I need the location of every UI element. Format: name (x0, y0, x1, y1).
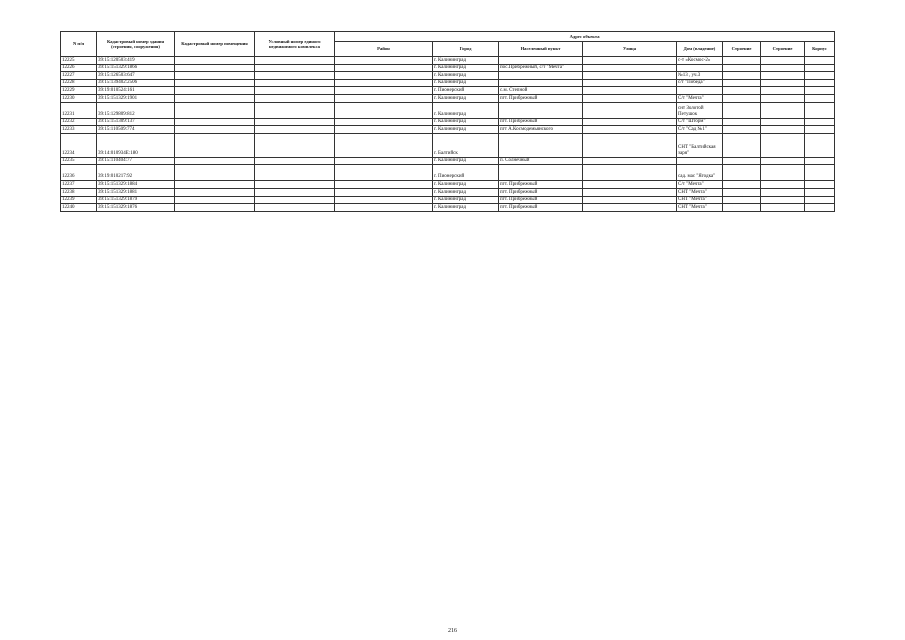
cell-premises-cadastral (175, 157, 255, 165)
table-row (61, 57, 835, 65)
cell-building (761, 102, 805, 118)
cell-settlement (499, 72, 583, 80)
cell-city: г. Калининград (433, 94, 499, 102)
table-body (61, 57, 835, 212)
cell-street (583, 79, 677, 87)
cell-building (761, 165, 805, 181)
table-row (61, 126, 835, 134)
cell-street (583, 57, 677, 65)
cell-complex-number (255, 165, 335, 181)
cell-building-cadastral: 39:15:151329:1901 (97, 94, 175, 102)
table-row (61, 181, 835, 189)
cell-complex-number (255, 157, 335, 165)
cell-district (335, 204, 433, 212)
cell-premises-cadastral (175, 94, 255, 102)
cell-complex-number (255, 204, 335, 212)
cell-settlement: пгт. Прибрежный (499, 196, 583, 204)
cell-building-cadastral: 39:14:010934E:180 (97, 133, 175, 157)
cell-street (583, 94, 677, 102)
cell-house: снт Золотой Петушок (677, 102, 723, 118)
cell-structure (723, 87, 761, 95)
cell-district (335, 87, 433, 95)
cell-building (761, 118, 805, 126)
cell-building-cadastral: 39:15:151329:1876 (97, 204, 175, 212)
cell-korpus (805, 118, 835, 126)
cell-building (761, 181, 805, 189)
cell-settlement: пгт А.Космодемьянского (499, 126, 583, 134)
cell-premises-cadastral (175, 72, 255, 80)
header-num: N п/п (61, 32, 97, 57)
table-row (61, 188, 835, 196)
cell-house (677, 87, 723, 95)
cell-city: г. Балтийск (433, 133, 499, 157)
cell-building (761, 188, 805, 196)
header-address-group: Адрес объекта (335, 32, 835, 42)
cell-settlement: п. Солнечный (499, 157, 583, 165)
cell-structure (723, 165, 761, 181)
cell-structure (723, 181, 761, 189)
cell-settlement (499, 57, 583, 65)
cell-building-cadastral: 39:15:139402:2506 (97, 79, 175, 87)
cell-street (583, 118, 677, 126)
cell-num: 12229 (61, 87, 97, 95)
cell-street (583, 188, 677, 196)
cell-premises-cadastral (175, 118, 255, 126)
cell-structure (723, 157, 761, 165)
cell-street (583, 72, 677, 80)
cell-house: СНТ "Балтийская заря" (677, 133, 723, 157)
cell-num: 12231 (61, 102, 97, 118)
cell-building (761, 204, 805, 212)
cell-korpus (805, 102, 835, 118)
cell-street (583, 87, 677, 95)
cell-premises-cadastral (175, 181, 255, 189)
cell-street (583, 165, 677, 181)
cell-korpus (805, 94, 835, 102)
cell-street (583, 64, 677, 72)
cell-premises-cadastral (175, 204, 255, 212)
cell-korpus (805, 64, 835, 72)
cell-premises-cadastral (175, 57, 255, 65)
table-row (61, 165, 835, 181)
header-district: Район (335, 42, 433, 57)
cell-building-cadastral: 39:15:151329:1866 (97, 64, 175, 72)
cell-korpus (805, 165, 835, 181)
table-row (61, 64, 835, 72)
cell-city: г. Калининград (433, 57, 499, 65)
cell-district (335, 126, 433, 134)
cell-house: сад. мас "Ягодка" (677, 165, 723, 181)
cell-structure (723, 118, 761, 126)
cell-district (335, 157, 433, 165)
cell-building-cadastral: 39:15:110404:77 (97, 157, 175, 165)
cell-korpus (805, 57, 835, 65)
header-city: Город (433, 42, 499, 57)
cell-street (583, 133, 677, 157)
cell-house: СНТ "Мечта" (677, 204, 723, 212)
cell-num: 12238 (61, 188, 97, 196)
cell-complex-number (255, 188, 335, 196)
page-number: 216 (448, 628, 457, 634)
cell-num: 12232 (61, 118, 97, 126)
cell-settlement: пос.Прибрежный, с/т "Мечта" (499, 64, 583, 72)
cell-structure (723, 79, 761, 87)
cell-building-cadastral: 39:19:010524:161 (97, 87, 175, 95)
cell-premises-cadastral (175, 196, 255, 204)
cell-building-cadastral: 39:15:151329:1881 (97, 188, 175, 196)
cell-street (583, 102, 677, 118)
cell-num: 12227 (61, 72, 97, 80)
cell-settlement: пгт. Прибрежный (499, 188, 583, 196)
cell-korpus (805, 188, 835, 196)
cell-city: г. Калининград (433, 188, 499, 196)
cell-city: г. Калининград (433, 102, 499, 118)
cell-premises-cadastral (175, 87, 255, 95)
cell-building-cadastral: 39:15:110509:774 (97, 126, 175, 134)
table-row (61, 157, 835, 165)
header-premises-cadastral: Кадастровый номер помещения (175, 32, 255, 57)
cell-settlement: с.м. Степной (499, 87, 583, 95)
cell-structure (723, 72, 761, 80)
cell-num: 12226 (61, 64, 97, 72)
registry-sheet (60, 31, 834, 212)
cell-building (761, 126, 805, 134)
cell-complex-number (255, 94, 335, 102)
cell-house: СНТ "Мечта" (677, 188, 723, 196)
cell-house: С/т "Сад №1" (677, 126, 723, 134)
cell-building-cadastral: 39:15:151329:1884 (97, 181, 175, 189)
table-row (61, 87, 835, 95)
cell-district (335, 196, 433, 204)
cell-street (583, 196, 677, 204)
cell-complex-number (255, 126, 335, 134)
cell-complex-number (255, 57, 335, 65)
cell-settlement (499, 133, 583, 157)
cell-city: г. Калининград (433, 118, 499, 126)
cell-street (583, 181, 677, 189)
cell-num: 12235 (61, 157, 97, 165)
cell-district (335, 64, 433, 72)
cell-street (583, 126, 677, 134)
cell-district (335, 133, 433, 157)
cell-city: г. Калининград (433, 157, 499, 165)
cell-complex-number (255, 72, 335, 80)
cell-house: №13 , уч.3 (677, 72, 723, 80)
header-structure: Строение (723, 42, 761, 57)
cell-premises-cadastral (175, 188, 255, 196)
header-complex-number: Условный номер единого недвижимого комплекса (255, 32, 335, 57)
cell-complex-number (255, 102, 335, 118)
cell-street (583, 204, 677, 212)
cell-city: г. Калининград (433, 72, 499, 80)
header-building: Строение (761, 42, 805, 57)
table-row (61, 94, 835, 102)
cell-district (335, 165, 433, 181)
cell-korpus (805, 72, 835, 80)
cell-building (761, 57, 805, 65)
cell-settlement (499, 165, 583, 181)
cell-building (761, 196, 805, 204)
cell-house: С/т "Шторм" (677, 118, 723, 126)
cell-num: 12234 (61, 133, 97, 157)
cell-district (335, 188, 433, 196)
cell-korpus (805, 126, 835, 134)
cell-complex-number (255, 133, 335, 157)
cell-num: 12225 (61, 57, 97, 65)
header-settlement: Населенный пункт (499, 42, 583, 57)
cell-building (761, 157, 805, 165)
cell-premises-cadastral (175, 126, 255, 134)
cell-num: 12233 (61, 126, 97, 134)
cell-structure (723, 188, 761, 196)
cell-building (761, 79, 805, 87)
cell-city: г. Пионерский (433, 87, 499, 95)
header-house: Дом (владение) (677, 42, 723, 57)
cell-house (677, 64, 723, 72)
header-building-cadastral: Кадастровый номер здания (строения, сооружения) (97, 32, 175, 57)
cell-district (335, 79, 433, 87)
table-row (61, 102, 835, 118)
cell-korpus (805, 204, 835, 212)
cell-structure (723, 57, 761, 65)
cell-city: г. Пионерский (433, 165, 499, 181)
cell-district (335, 102, 433, 118)
cell-house: с-т «Космос-2» (677, 57, 723, 65)
cell-korpus (805, 87, 835, 95)
cell-complex-number (255, 79, 335, 87)
header-korpus: Корпус (805, 42, 835, 57)
cell-building-cadastral: 39:15:151329:1879 (97, 196, 175, 204)
cell-settlement: пгт. Прибрежный (499, 204, 583, 212)
cell-structure (723, 126, 761, 134)
header-street: Улица (583, 42, 677, 57)
cell-district (335, 72, 433, 80)
table-row (61, 79, 835, 87)
cell-complex-number (255, 64, 335, 72)
cell-settlement: пгт. Прибрежный (499, 94, 583, 102)
cell-complex-number (255, 87, 335, 95)
cell-premises-cadastral (175, 133, 255, 157)
cell-district (335, 118, 433, 126)
cell-city: г. Калининград (433, 181, 499, 189)
cell-settlement (499, 102, 583, 118)
cell-building (761, 87, 805, 95)
cell-district (335, 57, 433, 65)
cell-structure (723, 133, 761, 157)
cell-city: г. Калининград (433, 196, 499, 204)
cell-structure (723, 102, 761, 118)
registry-table (60, 31, 835, 212)
cell-house: СНТ "Мечта" (677, 196, 723, 204)
cell-house (677, 157, 723, 165)
cell-structure (723, 64, 761, 72)
cell-house: С/т "Мечта" (677, 94, 723, 102)
cell-settlement: пгт. Прибрежный (499, 118, 583, 126)
cell-complex-number (255, 196, 335, 204)
cell-num: 12230 (61, 94, 97, 102)
cell-house: с/т "Победа" (677, 79, 723, 87)
cell-premises-cadastral (175, 79, 255, 87)
cell-complex-number (255, 181, 335, 189)
cell-building (761, 72, 805, 80)
cell-building (761, 133, 805, 157)
cell-street (583, 157, 677, 165)
table-row (61, 196, 835, 204)
cell-building (761, 94, 805, 102)
cell-num: 12239 (61, 196, 97, 204)
cell-building-cadastral: 39:15:126503:647 (97, 72, 175, 80)
cell-premises-cadastral (175, 165, 255, 181)
table-header (61, 32, 835, 57)
table-row (61, 72, 835, 80)
cell-settlement: пгт. Прибрежный (499, 181, 583, 189)
cell-city: г. Калининград (433, 204, 499, 212)
cell-korpus (805, 79, 835, 87)
cell-city: г. Калининград (433, 79, 499, 87)
cell-district (335, 94, 433, 102)
cell-num: 12240 (61, 204, 97, 212)
cell-city: г. Калининград (433, 126, 499, 134)
cell-city: г. Калининград (433, 64, 499, 72)
cell-korpus (805, 157, 835, 165)
cell-building-cadastral: 39:15:129809:812 (97, 102, 175, 118)
cell-complex-number (255, 118, 335, 126)
cell-house: С/т "Мечта" (677, 181, 723, 189)
cell-building-cadastral: 39:19:010217:92 (97, 165, 175, 181)
cell-building-cadastral: 39:15:120503:419 (97, 57, 175, 65)
table-row (61, 133, 835, 157)
cell-structure (723, 196, 761, 204)
table-row (61, 204, 835, 212)
cell-korpus (805, 133, 835, 157)
cell-num: 12236 (61, 165, 97, 181)
cell-structure (723, 204, 761, 212)
cell-building-cadastral: 39:15:151309:137 (97, 118, 175, 126)
cell-building (761, 64, 805, 72)
cell-korpus (805, 181, 835, 189)
cell-num: 12228 (61, 79, 97, 87)
table-row (61, 118, 835, 126)
cell-structure (723, 94, 761, 102)
cell-num: 12237 (61, 181, 97, 189)
cell-district (335, 181, 433, 189)
cell-premises-cadastral (175, 64, 255, 72)
cell-korpus (805, 196, 835, 204)
cell-settlement (499, 79, 583, 87)
cell-premises-cadastral (175, 102, 255, 118)
